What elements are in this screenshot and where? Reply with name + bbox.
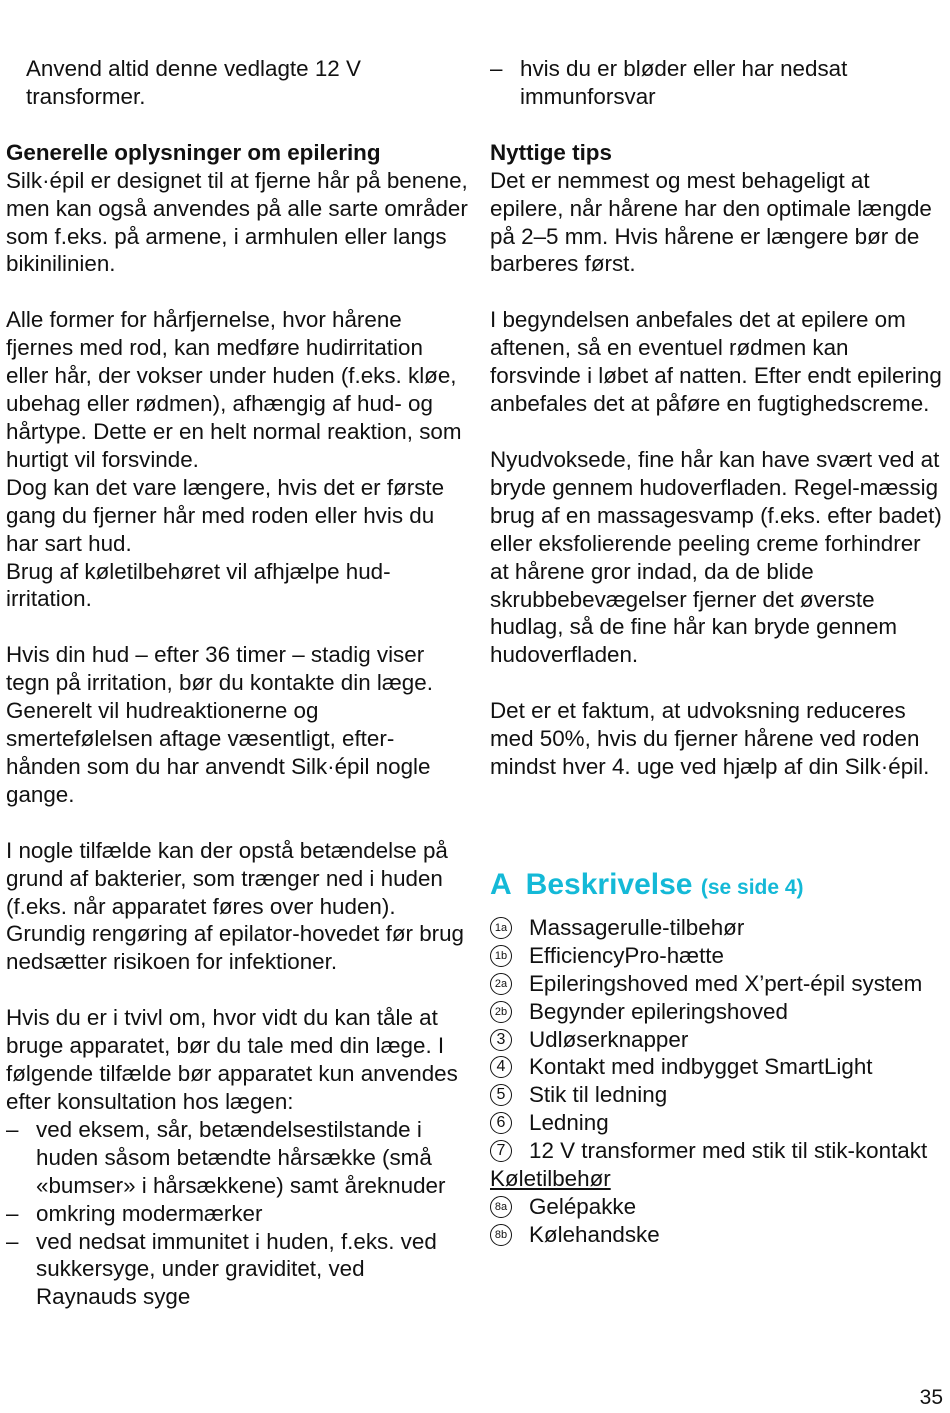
section-title: Beskrivelse [525, 867, 693, 901]
part-item: 8a Gelépakke [490, 1193, 945, 1221]
list-item: – ved nedsat immunitet i huden, f.eks. ved sukkersyge, under graviditet, ved Raynauds syge [6, 1228, 437, 1310]
part-item: 8b Kølehandske [490, 1221, 945, 1249]
part-item: 4 Kontakt med indbygget SmartLight [490, 1053, 945, 1081]
left-column [6, 55, 468, 1311]
tips-paragraph-3: Nyudvoksede, fine hår kan have svært ved at bryde gennem hudoverfladen. Regel-mæssig brug af en massagesvamp (f.eks. efter badet) eller eksfolierende peeling creme forhindrer at hårene gror indad, da de blide skrubbebevægelser fjerner det øverste hudlag, så de fine hår kan bryde gennem hudoverfladen. [490, 446, 942, 668]
section-letter: A [490, 867, 512, 901]
cooling-parts-list [490, 1193, 945, 1249]
infection-paragraph: I nogle tilfælde kan der opstå betændelse på grund af bakterier, som trænger ned i huden (f.eks. når apparatet føres over huden). Grundig rengøring af epilator-hovedet før brug nedsætter risikoen for infektioner. [6, 837, 465, 975]
part-item: 1b EfficiencyPro-hætte [490, 942, 945, 970]
list-item: – omkring modermærker [6, 1200, 263, 1226]
tips-heading: Nyttige tips [490, 139, 612, 165]
parts-list [490, 914, 945, 1165]
cooling-heading: Køletilbehør [490, 1166, 611, 1192]
part-number-badge: 1b [490, 945, 512, 967]
list-item: – ved eksem, sår, betændelsestilstande i huden såsom betændte hårsække (små «bumser» i hårsækkene) samt åreknuder [6, 1116, 446, 1198]
conditions-list-continued [490, 55, 945, 111]
section-page-ref: (se side 4) [700, 875, 804, 899]
list-item: – hvis du er bløder eller har nedsat immunforsvar [490, 56, 848, 109]
tips-paragraph-1: Det er nemmest og mest behageligt at epilere, når hårene har den optimale længde på 2–5 mm. Hvis hårene er længere bør de barberes først. [490, 167, 932, 277]
general-paragraph-3: Dog kan det vare længere, hvis det er første gang du fjerner hår med roden eller hvis du har sart hud. [6, 474, 445, 556]
tips-paragraph-4: Det er et faktum, at udvoksning reduceres med 50%, hvis du fjerner hårene ved roden mindst hver 4. uge ved hjælp af din Silk·épil. [490, 698, 930, 780]
conditions-list [6, 1116, 468, 1311]
part-number-badge: 2a [490, 973, 512, 995]
part-item: 2b Begynder epileringshoved [490, 998, 945, 1026]
part-number-badge: 3 [490, 1029, 512, 1051]
part-number-badge: 5 [490, 1084, 512, 1106]
section-heading [490, 865, 945, 908]
general-paragraph-1: Silk·épil er designet til at fjerne hår på benene, men kan også anvendes på alle sarte områder som f.eks. på armene, i armhulen eller langs bikinilinien. [6, 167, 468, 277]
part-number-badge: 1a [490, 917, 512, 939]
general-paragraph-2: Alle former for hårfjernelse, hvor hårene fjernes med rod, kan medføre hudirritation eller hår, der vokser under huden (f.eks. kløe, ubehag eller rødmen), afhængig af hud- og hårtype. Dette er en helt normal reaktion, som hurtigt vil forsvinde. [6, 307, 462, 472]
part-number-badge: 4 [490, 1056, 512, 1078]
part-number-badge: 7 [490, 1140, 512, 1162]
part-item: 6 Ledning [490, 1109, 945, 1137]
right-column [490, 55, 945, 1249]
part-item: 1a Massagerulle-tilbehør [490, 914, 945, 942]
part-item: 2a Epileringshoved med X’pert-épil system [490, 970, 945, 998]
part-item: 5 Stik til ledning [490, 1081, 945, 1109]
skin-paragraph: Hvis din hud – efter 36 timer – stadig viser tegn på irritation, bør du kontakte din læge. Generelt vil hudreaktionerne og smertefølelsen aftage væsentligt, efter-hånden som du har anvendt Silk·épil nogle gange. [6, 642, 433, 807]
part-item: 3 Udløserknapper [490, 1026, 945, 1054]
general-paragraph-4: Brug af køletilbehøret vil afhjælpe hud-irritation. [6, 558, 391, 612]
intro-text: Anvend altid denne vedlagte 12 V transformer. [26, 56, 361, 109]
page-number: 35 [919, 1386, 943, 1409]
general-heading: Generelle oplysninger om epilering [6, 139, 381, 165]
part-number-badge: 6 [490, 1112, 512, 1134]
part-number-badge: 2b [490, 1001, 512, 1023]
part-item: 7 12 V transformer med stik til stik-kontakt [490, 1137, 945, 1165]
tips-paragraph-2: I begyndelsen anbefales det at epilere om aftenen, så en eventuel rødmen kan forsvinde i løbet af natten. Efter endt epilering anbefales det at påføre en fugtighedscreme. [490, 307, 942, 417]
part-number-badge: 8b [490, 1224, 512, 1246]
part-number-badge: 8a [490, 1196, 512, 1218]
doubt-paragraph: Hvis du er i tvivl om, hvor vidt du kan tåle at bruge apparatet, bør du tale med din læge. I følgende tilfælde bør apparatet kun anvendes efter konsultation hos lægen: [6, 1005, 458, 1114]
